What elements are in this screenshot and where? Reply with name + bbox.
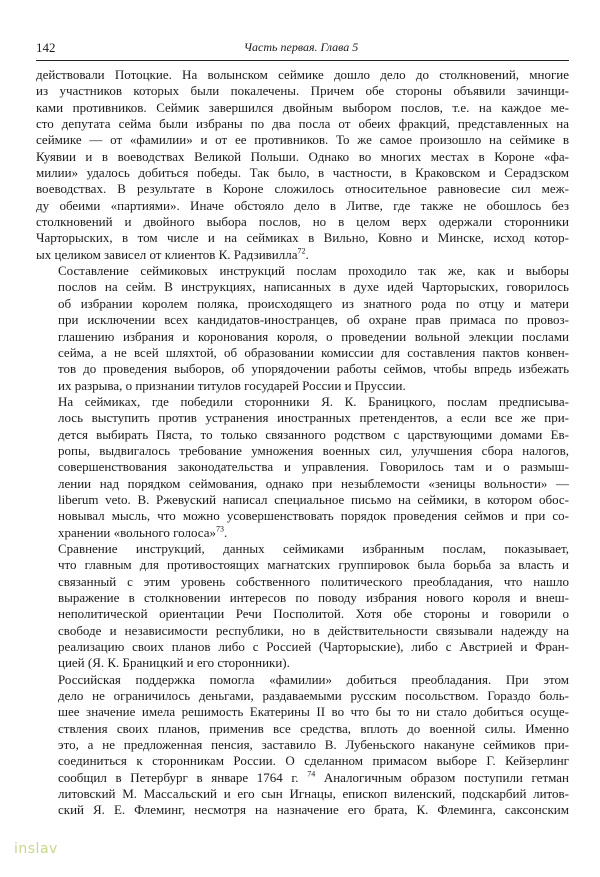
- paragraph-1: [36, 67, 569, 263]
- text-line: цией (Я. К. Браницкий и его сторонники).: [58, 655, 290, 671]
- text-line: новывал мысль, что можно усовершенствовать порядок проведения сеймов и при со-: [58, 508, 569, 524]
- text-line: что главным для противостоящих магнатских группировок была борьба за власть и: [58, 557, 569, 573]
- text-line: Куявии и в воеводствах Великой Польши. Однако во многих местах в Короне «фа-: [36, 148, 569, 164]
- text-line: [36, 770, 569, 786]
- text-line: связанный с этим уровень собственного политического преобладания, что нашло: [58, 573, 569, 589]
- text-line: при исключении всех кандидатов-иностранцев, об охране прав примаса по провоз-: [58, 312, 569, 328]
- text-line: из участников которых были покалечены. Причем обе стороны объявили зачинщи-: [36, 83, 569, 99]
- text-line: тов до проведения выборов, об упорядочении работы сеймов, чтобы впредь избежать: [58, 361, 569, 377]
- header-rule: [36, 60, 569, 61]
- running-title: Часть первая. Глава 5: [243, 40, 359, 54]
- text-line: ками противников. Сеймик завершился двойным выбором послов, т.е. на каждое ме-: [36, 99, 569, 115]
- footnote-ref: 73: [215, 524, 224, 534]
- text-line: ых целиком зависел от клиентов К. Радзивилла$^{72}$.: [36, 246, 309, 262]
- text-line: совершенствования законодательства и управления. Говорилось там и о размыш-: [58, 459, 569, 475]
- text-line: Российская поддержка помогла «фамилии» добиться преобладания. При этом: [58, 671, 569, 687]
- footnote-ref: 74: [307, 769, 316, 779]
- text-line: сто депутата сейма были избраны по два посла от обеих фракций, представленных на: [36, 116, 569, 132]
- text-line: это, а не предложенная пенсия, заставило В. Лубеньского накануне сеймиков при-: [58, 737, 569, 753]
- text-line: сеймике — от «фамилии» и от ее противников. То же самое произошло на сеймике в: [36, 132, 569, 148]
- paragraph-4: [36, 541, 569, 672]
- text-line-content: Аналогичным образом поступили гетман: [315, 769, 570, 785]
- watermark-logo: inslav: [14, 841, 58, 857]
- page-header: [36, 40, 566, 60]
- text-line: неполитической ориентации Речи Посполитой. Хотя обе стороны и говорили о: [58, 606, 569, 622]
- text-line: Составление сеймиковых инструкций послам проходило так же, как и выборы: [58, 263, 569, 279]
- text-line: соединиться к сторонникам России. О сделанном примасом выборе Г. Кейзерлинг: [58, 753, 569, 769]
- paragraph-5: [36, 672, 569, 819]
- text-line: милии» удалось добиться победы. Так было, в частности, в Краковском и Серадзском: [36, 165, 569, 181]
- text-line: ский Я. Е. Флеминг, несмотря на назначение его брата, К. Флеминга, саксонским: [58, 802, 569, 818]
- text-line: выражение в столкновении интересов по поводу избрания нового короля и внеш-: [58, 590, 569, 605]
- footnote-ref: 72: [297, 246, 306, 256]
- text-line: воеводствах. В результате в Короне сложилось относительное равновесие сил меж-: [36, 181, 569, 197]
- text-line: Сравнение инструкций, данных сеймиками избранным послам, показывает,: [58, 540, 569, 556]
- text-line: дется выбирать Пяста, то только связанного родством с царствующими домами Ев-: [58, 426, 569, 442]
- text-line-content: сообщил в Петербург в январе 1764 г.: [58, 769, 299, 785]
- text-line: лось выступить против устранения иностранных претендентов, а если все же при-: [58, 410, 569, 426]
- text-line: глашению избрания и коронования короля, о проведении вольной элекции послами: [58, 328, 569, 344]
- text-line: литовский М. Массальский и его сын Игнацы, епископ виленский, подскарбий литов-: [58, 786, 569, 802]
- text-line: шее значение имела решимость Екатерины II во что бы то ни стало добиться осуще-: [58, 704, 569, 720]
- text-line: хранении «вольного голоса»$^{73}$.: [58, 524, 228, 540]
- text-line: столкновений и двойного выбора послов, но в целом верх одержали сторонники: [36, 214, 569, 230]
- text-line-content: ых целиком зависел от клиентов К. Радзивилла: [36, 246, 298, 262]
- body-text: [36, 67, 569, 819]
- page-number: 142: [36, 40, 56, 55]
- text-line-content: хранении «вольного голоса»: [58, 524, 216, 540]
- text-line: лении над порядком сеймования, однако при незыблемости «зеницы вольности» —: [58, 475, 569, 491]
- paragraph-2: [36, 263, 569, 394]
- text-line: их разрыва, о признании титулов государей России и Пруссии.: [58, 377, 406, 393]
- text-line: ду обеими «партиями». Иначе обстояло дело в Литве, где также не обошлось без: [36, 197, 569, 213]
- text-line: liberum veto. В. Ржевуский написал специальное письмо на сеймики, в котором обос-: [58, 491, 569, 507]
- text-line: сейма, а не всей шляхтой, об образовании комиссии для составления пактов конвен-: [58, 344, 569, 360]
- text-line: свободе и независимости республики, но в действительности связывали надежду на: [58, 622, 569, 638]
- paragraph-3: [36, 394, 569, 541]
- text-line: об избрании королем поляка, происходящего из знатного рода по отцу и матери: [58, 295, 569, 311]
- text-line: ропы, выдвигалось требование умножения военных сил, улучшения сбора налогов,: [58, 442, 569, 458]
- text-line: Чарторыских, в том числе и на сеймиках в Вильно, Ковно и Минске, исход котор-: [36, 230, 569, 246]
- text-line: реализацию своих планов либо с Россией (Чарторыские), либо с Австрией и Фран-: [58, 639, 569, 655]
- text-line: дело не ограничилось деньгами, раздаваемыми русским посольством. Гораздо боль-: [58, 688, 569, 704]
- text-line: ствления своих планов, применив все средства, вплоть до военной силы. Именно: [58, 720, 569, 736]
- text-line: послов на сейм. В инструкциях, написанных в духе идей Чарторыских, говорилось: [58, 279, 569, 295]
- text-line: На сеймиках, где победили сторонники Я. К. Браницкого, послам предписыва-: [58, 393, 569, 409]
- text-line: действовали Потоцкие. На волынском сеймике дошло дело до столкновений, многие: [36, 67, 569, 82]
